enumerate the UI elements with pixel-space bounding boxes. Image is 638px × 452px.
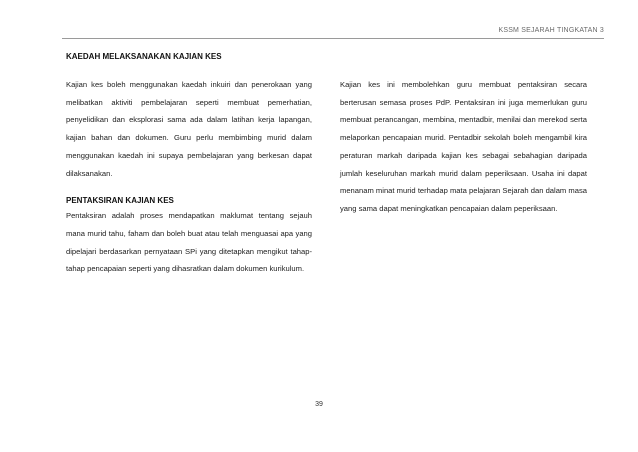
left-column xyxy=(66,50,312,278)
intro-paragraph: Kajian kes boleh menggunakan kaedah inkuiri dan penerokaan yang melibatkan aktiviti pembelajaran seperti membuat pemerhatian, penyelidikan dan eksplorasi sama ada dalam latihan kerja lapangan, kajian bahan dan dokumen. Guru perlu membimbing murid dalam menggunakan kaedah ini supaya pembelajaran yang berkesan dapat dilaksanakan. xyxy=(66,80,312,178)
section-heading: KAEDAH MELAKSANAKAN KAJIAN KES xyxy=(66,52,222,61)
page-number: 39 xyxy=(315,401,323,408)
right-column xyxy=(340,50,587,218)
running-header: KSSM SEJARAH TINGKATAN 3 xyxy=(498,27,604,34)
right-paragraph: Kajian kes ini membolehkan guru membuat pentaksiran secara berterusan semasa proses PdP. Pentaksiran ini juga memerlukan guru membuat perancangan, membina, mentadbir, menilai dan merekod serta melaporkan pencapaian murid. Pentadbir sekolah boleh mengambil kira peraturan markah daripada kajian kes sebagai sebahagian daripada jumlah keseluruhan markah murid dalam peperiksaan. Usaha ini dapat menanam minat murid terhadap mata pelajaran Sejarah dan dalam masa yang sama dapat meningkatkan pencapaian dalam peperiksaan. xyxy=(340,80,587,213)
header-divider xyxy=(62,38,604,39)
assessment-heading: PENTAKSIRAN KAJIAN KES xyxy=(66,196,174,206)
assessment-paragraph: Pentaksiran adalah proses mendapatkan maklumat tentang sejauh mana murid tahu, faham dan boleh buat atau telah menguasai apa yang dipelajari berdasarkan pernyataan SPi yang ditetapkan mengikut tahap-tahap pencapaian seperti yang dihasratkan dalam dokumen kurikulum. xyxy=(66,211,312,274)
